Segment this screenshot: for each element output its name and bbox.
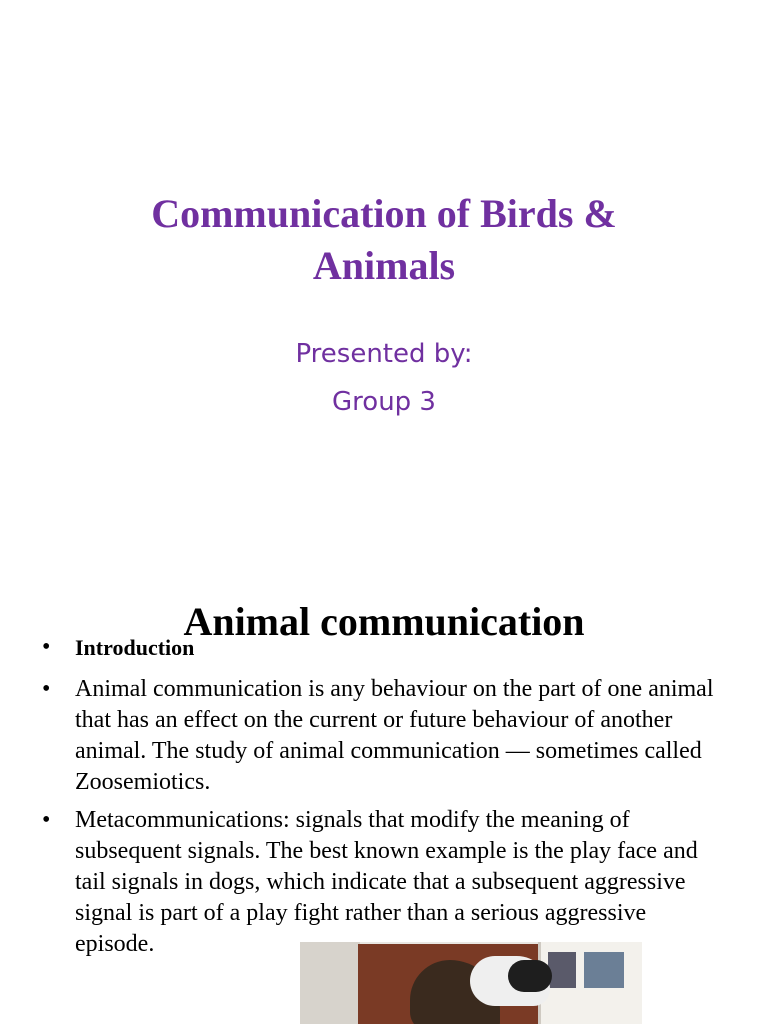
bullet-dot: •	[42, 807, 51, 833]
bullet-text: Animal communication is any behaviour on the part of one animal that has an effect on the current or future behaviour of another animal. The study of animal communication — sometimes called Zoosemiotics.	[75, 676, 714, 795]
dogs-photo	[300, 942, 642, 1024]
dog-head	[508, 960, 552, 992]
bullet-item	[42, 674, 722, 798]
photo-shelf	[584, 952, 624, 988]
subtitle-line-1: Presented by:	[295, 339, 473, 369]
bullet-list	[42, 632, 722, 967]
slide-subtitle	[60, 330, 708, 426]
title-line-2: Animals	[312, 243, 456, 288]
photo-wall	[300, 942, 360, 1024]
bullet-item	[42, 805, 722, 960]
slide-2-title: Animal communication	[183, 599, 585, 644]
subtitle-line-2: Group 3	[332, 387, 436, 417]
bullet-text: Introduction	[75, 635, 195, 660]
title-line-1: Communication of Birds &	[151, 191, 617, 236]
slide-title	[60, 188, 708, 292]
bullet-text: Metacommunications: signals that modify the meaning of subsequent signals. The best known example is the play face and tail signals in dogs, which indicate that a subsequent aggressive signal is part of a play fight rather than a serious aggressive episode.	[75, 807, 698, 957]
slide-2	[0, 576, 768, 1024]
bullet-dot: •	[42, 676, 51, 702]
photo-shelf	[548, 952, 576, 988]
bullet-dot: •	[42, 634, 51, 660]
bullet-item	[42, 632, 722, 664]
